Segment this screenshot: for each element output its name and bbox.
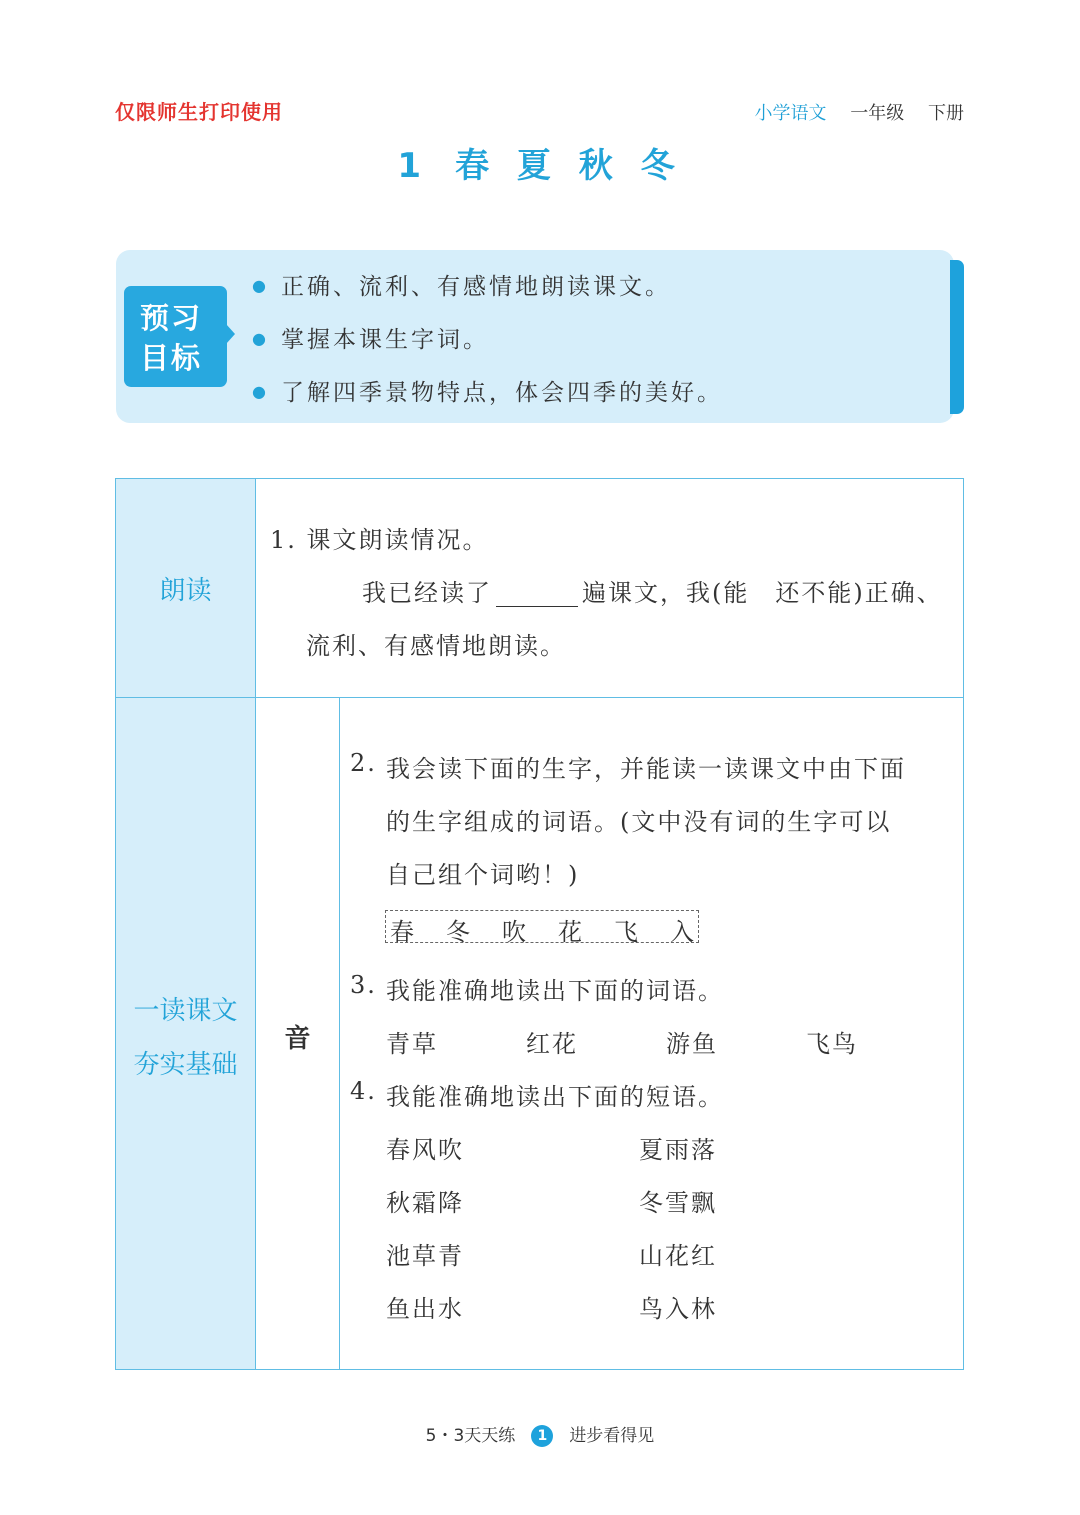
goal-item: ● 了解四季景物特点，体会四季的美好。 bbox=[252, 380, 723, 406]
q4-phrase: 春风吹 bbox=[386, 1136, 464, 1164]
goals-badge-line2: 目标 bbox=[140, 341, 203, 375]
new-character: 春 bbox=[390, 918, 414, 946]
pronunciation-label: 音 bbox=[284, 1024, 311, 1054]
goals-side-bar bbox=[950, 260, 964, 414]
new-character: 吹 bbox=[502, 918, 526, 946]
subject-label: 小学语文 bbox=[754, 103, 827, 124]
page-number: 1 bbox=[531, 1425, 553, 1447]
new-characters-box bbox=[385, 910, 699, 943]
section2-label-cell bbox=[116, 698, 256, 1369]
bullet-icon: ● bbox=[252, 276, 269, 295]
q2-line: 自己组个词哟！) bbox=[386, 861, 580, 889]
q3-word: 青草 bbox=[386, 1030, 438, 1058]
goals-badge bbox=[124, 286, 227, 387]
q4-phrase: 夏雨落 bbox=[639, 1136, 717, 1164]
q1-line2: 流利、有感情地朗读。 bbox=[306, 632, 566, 660]
lesson-number: 1 bbox=[397, 146, 430, 186]
section2-label-line1: 一读课文 bbox=[133, 996, 238, 1026]
q2-number: 2. bbox=[350, 749, 377, 777]
new-character: 冬 bbox=[446, 918, 470, 946]
goal-item: ● 掌握本课生字词。 bbox=[252, 327, 489, 353]
book-info bbox=[755, 99, 964, 125]
q2-line: 的生字组成的词语。(文中没有词的生字可以 bbox=[386, 808, 892, 836]
goals-badge-arrow bbox=[226, 324, 235, 344]
lesson-title bbox=[0, 138, 1080, 187]
reading-count-blank[interactable] bbox=[496, 582, 578, 607]
print-notice: 仅限师生打印使用 bbox=[115, 100, 283, 124]
q3-word: 游鱼 bbox=[666, 1030, 718, 1058]
new-character: 花 bbox=[558, 918, 582, 946]
q4-phrase: 冬雪飘 bbox=[639, 1189, 717, 1217]
q4-number: 4. bbox=[350, 1077, 377, 1105]
new-character: 飞 bbox=[614, 918, 638, 946]
grade-label: 一年级 bbox=[850, 103, 905, 124]
q4-title: 我能准确地读出下面的短语。 bbox=[386, 1083, 724, 1111]
lesson-name: 春 夏 秋 冬 bbox=[455, 146, 683, 186]
row-divider bbox=[116, 697, 963, 698]
footer-brand: 5・3天天练 bbox=[425, 1426, 516, 1446]
q1-line1: 我已经读了 遍课文，我(能 还不能)正确、 bbox=[362, 579, 943, 607]
bullet-icon: ● bbox=[252, 382, 269, 401]
bullet-icon: ● bbox=[252, 329, 269, 348]
page-footer bbox=[0, 1421, 1080, 1447]
sub-column-divider bbox=[339, 698, 340, 1369]
q3-number: 3. bbox=[350, 971, 377, 999]
q3-word: 红花 bbox=[526, 1030, 578, 1058]
q4-phrase: 鱼出水 bbox=[386, 1295, 464, 1323]
q4-phrase: 鸟入林 bbox=[639, 1295, 717, 1323]
q4-phrase: 池草青 bbox=[386, 1242, 464, 1270]
q4-phrase: 山花红 bbox=[639, 1242, 717, 1270]
new-character: 入 bbox=[670, 918, 694, 946]
goals-badge-line1: 预习 bbox=[140, 301, 203, 335]
volume-label: 下册 bbox=[928, 103, 964, 124]
section1-label: 朗读 bbox=[159, 576, 212, 606]
footer-slogan: 进步看得见 bbox=[569, 1426, 655, 1446]
q3-word: 飞鸟 bbox=[806, 1030, 858, 1058]
q3-title: 我能准确地读出下面的词语。 bbox=[386, 977, 724, 1005]
q2-line: 我会读下面的生字，并能读一读课文中由下面 bbox=[386, 755, 906, 783]
goal-item: ● 正确、流利、有感情地朗读课文。 bbox=[252, 274, 671, 300]
section2-label-line2: 夯实基础 bbox=[133, 1050, 238, 1080]
q4-phrase: 秋霜降 bbox=[386, 1189, 464, 1217]
q1-title: 1. 课文朗读情况。 bbox=[270, 526, 489, 554]
